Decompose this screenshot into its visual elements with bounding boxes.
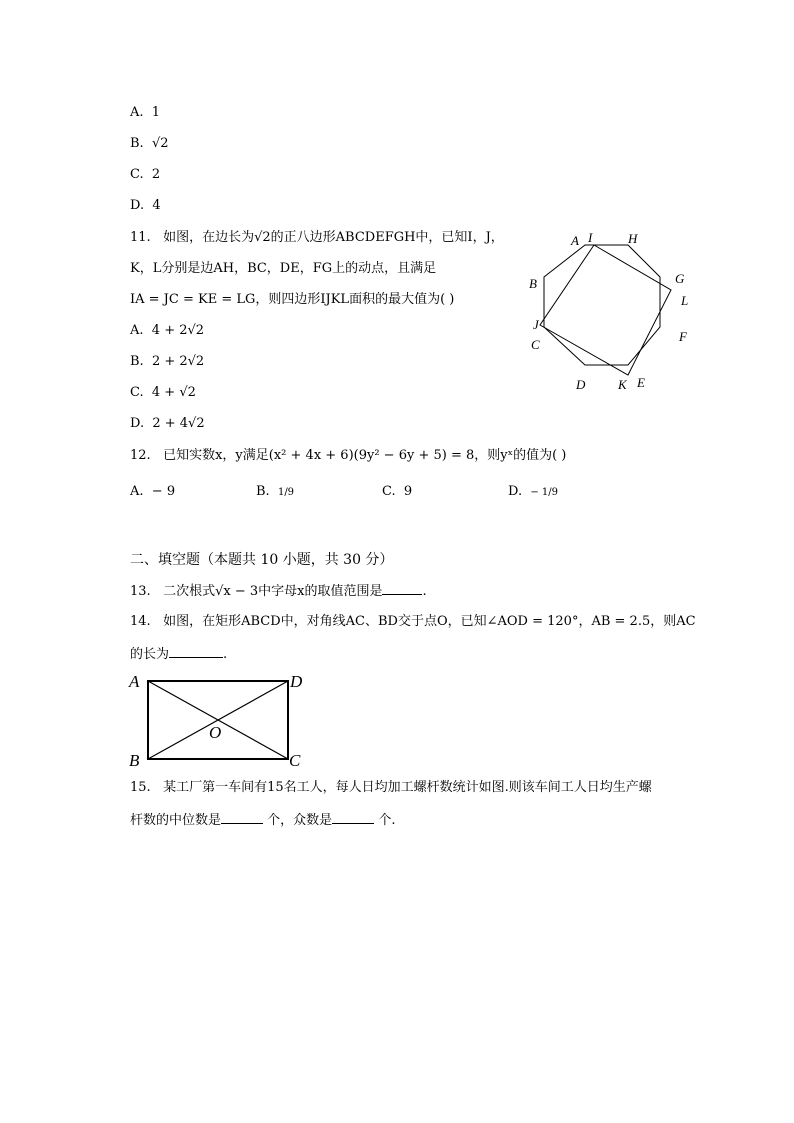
label-a: A — [129, 672, 140, 691]
q12-option-c: C. 9 — [382, 484, 413, 499]
label-c: C — [289, 751, 301, 770]
label-l: L — [681, 293, 689, 308]
q11-stem-line1: 11. 如图，在边长为√2的正八边形ABCDEFGH中，已知I，J， — [130, 230, 504, 245]
q15-median-blank[interactable] — [221, 811, 263, 824]
label-o: O — [209, 723, 222, 742]
q15-mode-blank[interactable] — [332, 811, 374, 824]
q11-stem-line3: IA = JC = KE = LG，则四边形IJKL面积的最大值为( ) — [130, 292, 455, 307]
label-b: B — [129, 751, 140, 770]
section-2-title: 二、填空题（本题共 10 小题，共 30 分） — [130, 552, 394, 568]
label-c: C — [531, 337, 540, 352]
label-d: D — [290, 672, 303, 691]
q11-option-d: D. 2 + 4√2 — [130, 416, 205, 431]
label-d: D — [576, 377, 586, 392]
q10-option-c: C. 2 — [130, 167, 161, 182]
q14-number: 14. — [130, 614, 151, 629]
label-b: B — [529, 276, 537, 291]
q12-number: 12. — [130, 448, 151, 463]
label-f: F — [679, 329, 687, 344]
q11-option-c: C. 4 + √2 — [130, 385, 196, 400]
q15-number: 15. — [130, 780, 151, 795]
rectangle-figure — [125, 670, 315, 770]
q11-option-b: B. 2 + 2√2 — [130, 354, 205, 369]
q14-answer-blank[interactable] — [169, 645, 223, 658]
q11-option-a: A. 4 + 2√2 — [130, 323, 205, 338]
q13-answer-blank[interactable] — [382, 582, 422, 595]
label-a: A — [571, 233, 579, 248]
label-i: I — [588, 230, 593, 245]
label-h: H — [628, 231, 638, 246]
q15-stem-line1: 15. 某工厂第一车间有15名工人，每人日均加工螺杆数统计如图.则该车间工人日均生产螺 — [130, 780, 652, 795]
octagon-figure — [520, 225, 700, 395]
q10-option-d: D. 4 — [130, 198, 161, 213]
q12-option-d: D. − 1/9 — [508, 484, 559, 499]
q10-option-a: A. 1 — [130, 105, 161, 120]
label-k: K — [618, 377, 627, 392]
label-j: J — [533, 317, 539, 332]
q13-number: 13. — [130, 584, 151, 599]
q15-stem-line2: 杆数的中位数是 个，众数是 个. — [130, 813, 396, 828]
q10-option-b: B. √2 — [130, 136, 169, 151]
q12-option-a: A. − 9 — [130, 484, 176, 499]
label-g: G — [675, 271, 685, 286]
label-e: E — [637, 375, 645, 390]
q12-stem: 12. 已知实数x，y满足(x² + 4x + 6)(9y² − 6y + 5) = 8，则yˣ的值为( ) — [130, 448, 567, 463]
q11-stem-line2: K，L分别是边AH，BC，DE，FG上的动点，且满足 — [130, 261, 437, 276]
q12-option-b: B. 1/9 — [256, 484, 295, 499]
q14-stem-line1: 14. 如图，在矩形ABCD中，对角线AC、BD交于点O，已知∠AOD = 120°，AB = 2.5，则AC — [130, 614, 696, 629]
q11-number: 11. — [130, 230, 151, 245]
q14-stem-line2: 的长为 . — [130, 647, 228, 662]
q13-stem: 13. 二次根式√x − 3中字母x的取值范围是 . — [130, 584, 427, 599]
